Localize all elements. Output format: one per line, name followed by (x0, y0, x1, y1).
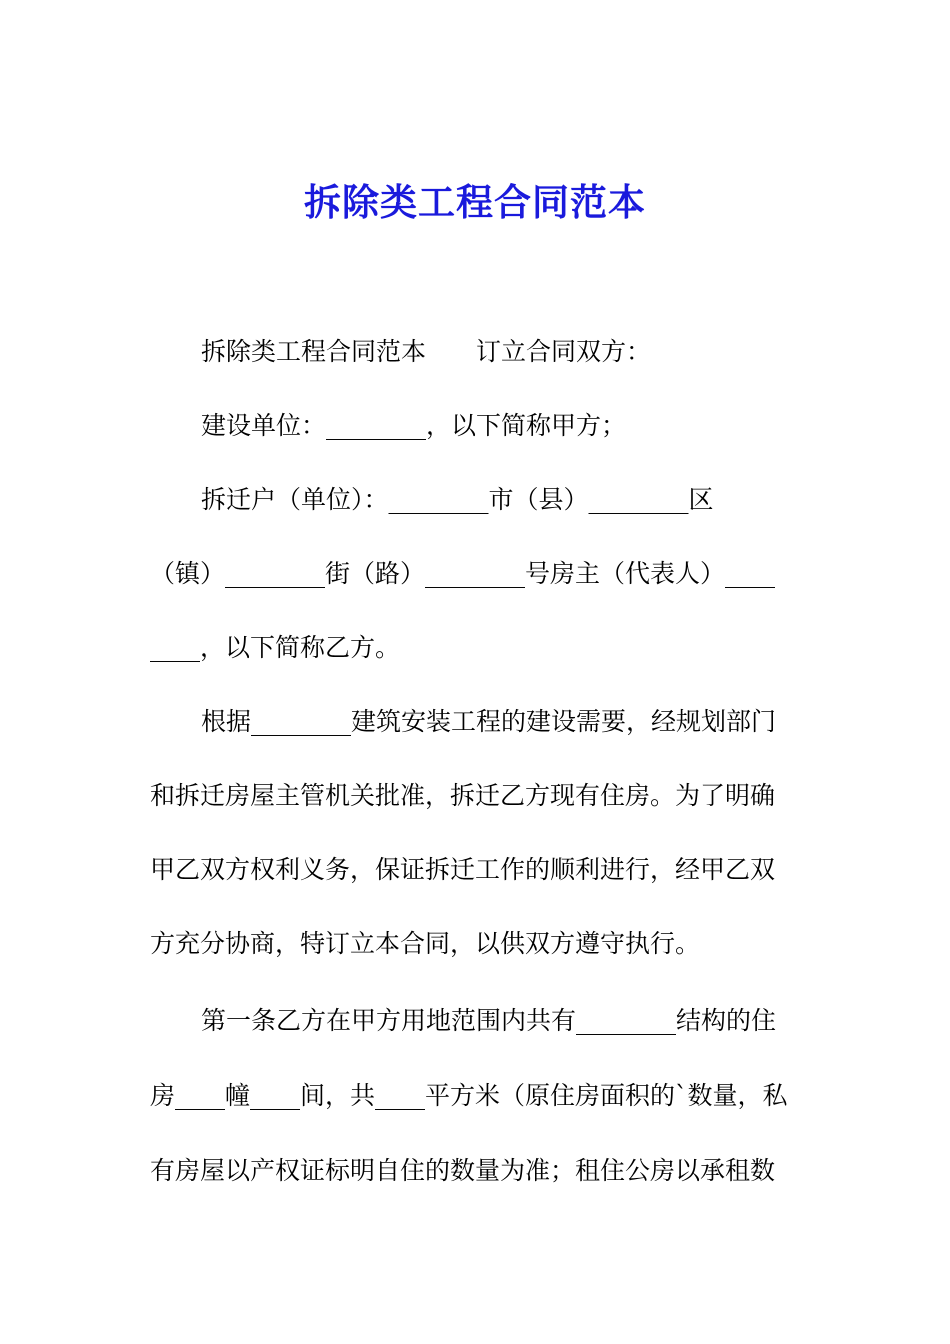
paragraph-line-8: 甲乙双方权利义务，保证拆迁工作的顺利进行，经甲乙双 (150, 855, 776, 884)
paragraph-line-7: 和拆迁房屋主管机关批准，拆迁乙方现有住房。为了明确 (150, 781, 776, 810)
paragraph-line-9: 方充分协商，特订立本合同，以供双方遵守执行。 (150, 929, 701, 958)
paragraph-line-5: ____，以下简称乙方。 (150, 633, 401, 662)
paragraph-line-4: （镇）________街（路）________号房主（代表人）____ (150, 559, 776, 588)
document-title: 拆除类工程合同范本 (304, 180, 646, 224)
paragraph-line-2: 建设单位：________，以下简称甲方； (201, 411, 627, 440)
paragraph-line-11: 房____幢____间，共____平方米（原住房面积的`数量，私 (150, 1081, 788, 1110)
paragraph-line-3: 拆迁户（单位）：________市（县）________区 (201, 485, 714, 514)
paragraph-line-6: 根据________建筑安装工程的建设需要，经规划部门 (201, 707, 777, 736)
paragraph-line-1: 拆除类工程合同范本 订立合同双方： (201, 337, 652, 366)
paragraph-line-12: 有房屋以产权证标明自住的数量为准；租住公房以承租数 (150, 1156, 776, 1185)
paragraph-line-10: 第一条乙方在甲方用地范围内共有________结构的住 (201, 1006, 777, 1035)
